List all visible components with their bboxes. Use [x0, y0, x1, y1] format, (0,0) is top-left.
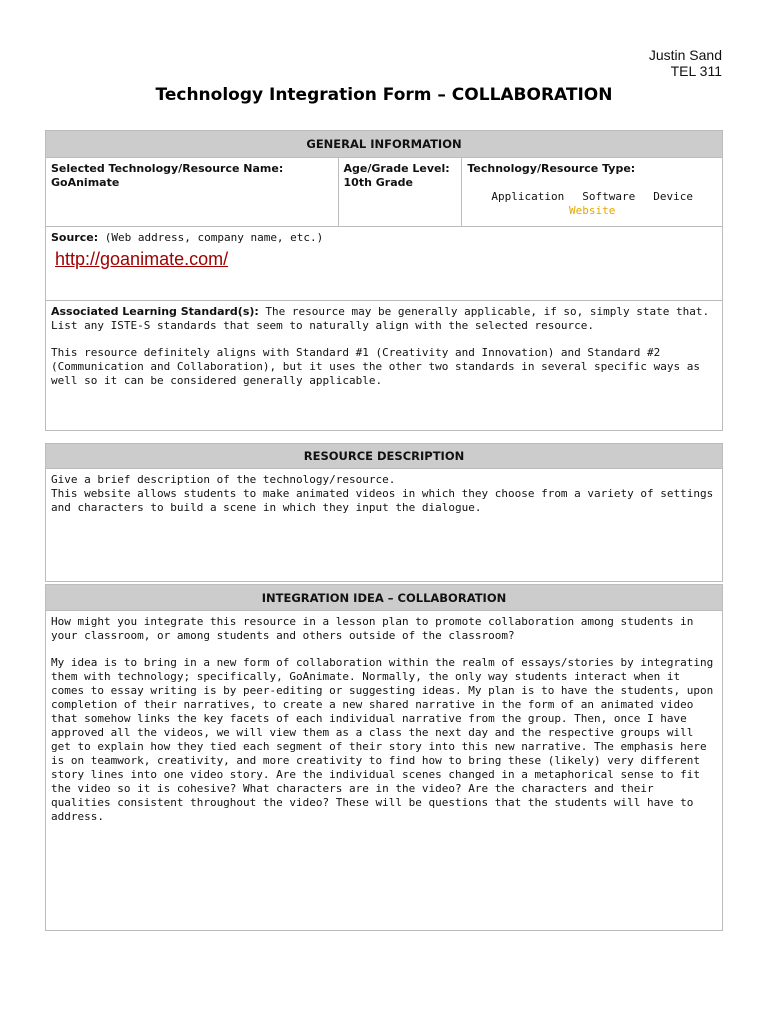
resource-description-header: RESOURCE DESCRIPTION — [46, 444, 723, 469]
source-url-link[interactable]: http://goanimate.com/ — [55, 249, 229, 269]
resource-type-options — [467, 190, 717, 218]
type-option-device: Device — [653, 190, 693, 203]
integration-idea-table — [45, 584, 723, 931]
integration-idea-header: INTEGRATION IDEA – COLLABORATION — [46, 585, 723, 611]
source-label: Source: — [51, 231, 99, 244]
resource-type-label: Technology/Resource Type: — [467, 162, 636, 175]
integration-idea-cell — [46, 611, 723, 931]
standards-label: Associated Learning Standard(s): — [51, 305, 259, 318]
author-block — [649, 47, 722, 79]
learning-standards-cell — [46, 301, 723, 431]
standards-prompt — [51, 305, 717, 333]
tech-name-cell — [46, 158, 339, 227]
form-title: Technology Integration Form – COLLABORATION — [155, 85, 613, 105]
author-name: Justin Sand — [648, 47, 722, 63]
resource-description-prompt: Give a brief description of the technology/resource. — [51, 473, 396, 486]
type-option-software: Software — [582, 190, 636, 203]
tech-name-value: GoAnimate — [51, 176, 120, 189]
tech-name-label: Selected Technology/Resource Name: — [51, 162, 284, 175]
age-grade-cell — [338, 158, 462, 227]
course-code: TEL 311 — [670, 63, 722, 79]
resource-description-answer: This website allows students to make animated videos in which they choose from a variety of settings and characters to build a scene in which they input the dialogue. — [51, 487, 714, 514]
type-option-website: Website — [569, 204, 616, 217]
source-hint: (Web address, company name, etc.) — [104, 231, 324, 244]
integration-idea-prompt: How might you integrate this resource in a lesson plan to promote collaboration among students in your classroom, or among students and others outside of the classroom? — [51, 615, 694, 642]
age-grade-label: Age/Grade Level: — [343, 162, 450, 175]
standards-answer: This resource definitely aligns with Standard #1 (Creativity and Innovation) and Standard #2 (Communication and Collaboration), but it uses the other two standards in several specific ways as well so it can be considered generally applicable. — [51, 346, 701, 387]
standards-prompt-text: The resource may be generally applicable, if so, simply state that. List any ISTE-S standards that seem to naturally align with the selected resource. — [51, 305, 710, 332]
type-option-application: Application — [491, 190, 565, 203]
integration-idea-answer: My idea is to bring in a new form of collaboration within the realm of essays/stories by integrating them with technology; specifically, GoAnimate. Normally, the only way students interact when it comes to essay writing is by peer-editing or suggesting ideas. My plan is to have the students, upon completion of their narratives, to create a new shared narrative in the form of an animated video that somehow links the key facets of each individual narrative from the group. Then, once I have approved all the videos, we will view them as a class the next day and the respective groups will get to explain how they tied each segment of their story into this new narrative. The emphasis here is on teamwork, creativity, and more creativity to find how to bring these (likely) very different story lines into one video story. Are the individual scenes changed in a metaphorical sense to fit the video so it is cohesive? What characters are in the video? Are the characters and their qualities consistent throughout the video? These will be questions that the students will have to address. — [51, 656, 714, 823]
age-grade-value: 10th Grade — [343, 176, 413, 189]
source-cell — [46, 227, 723, 301]
resource-description-table — [45, 443, 723, 582]
general-information-table — [45, 130, 723, 431]
resource-type-cell — [462, 158, 723, 227]
resource-description-cell — [46, 469, 723, 582]
general-information-header: GENERAL INFORMATION — [46, 131, 723, 158]
